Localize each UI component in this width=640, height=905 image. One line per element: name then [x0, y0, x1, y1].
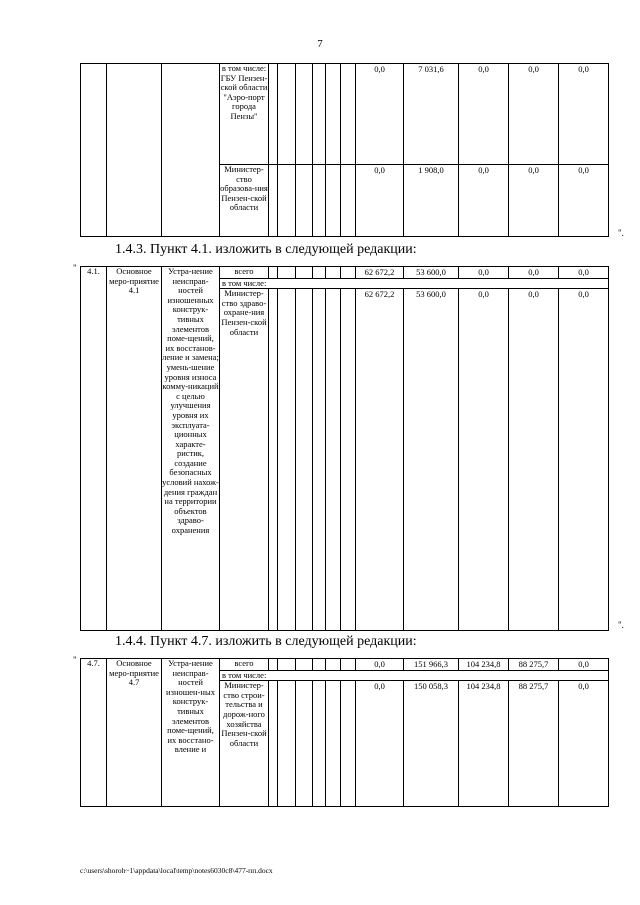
- value-cell: 53 600,0: [404, 267, 459, 279]
- value-cell: 0,0: [559, 64, 609, 165]
- value-cell: 151 966,3: [404, 659, 459, 671]
- value-cell: 62 672,2: [356, 267, 404, 279]
- top-table: [80, 63, 609, 237]
- value-cell: 150 058,3: [404, 681, 459, 807]
- row-number: 4.7.: [81, 659, 107, 807]
- executor-cell: в том числе: ГБУ Пензен-ской области "Аэро-порт города Пензы": [220, 64, 269, 165]
- executor-cell: Министер-ство строи-тельства и дорож-ного хозяйства Пензен-ской области: [220, 681, 269, 807]
- value-cell: 0,0: [356, 681, 404, 807]
- executor-cell: Министер-ство образова-ния Пензен-ской области: [220, 165, 269, 237]
- value-cell: 0,0: [509, 165, 559, 237]
- total-label: всего: [220, 267, 269, 279]
- measure-cell: Основное меро-приятие 4.7: [107, 659, 162, 807]
- description-cell: Устра-нение неисправ-ностей изношенных конструк-тивных элементов поме-щений, их восстанов-ление и замена; умень-шение уровня износа комму-никаций с целью улучшения уровня их эксплуата-ционных характе-ристик, создание безопасных условий нахож-дения граждан на территории объектов здраво-охранения: [162, 267, 220, 631]
- value-cell: 88 275,7: [509, 681, 559, 807]
- value-cell: 104 234,8: [459, 681, 509, 807]
- value-cell: 7 031,6: [404, 64, 459, 165]
- closing-quote: ".: [618, 620, 624, 630]
- section-heading: 1.4.4. Пункт 4.7. изложить в следующей редакции:: [115, 634, 417, 649]
- row-number: 4.1.: [81, 267, 107, 631]
- value-cell: 0,0: [559, 165, 609, 237]
- value-cell: 0,0: [459, 267, 509, 279]
- value-cell: 0,0: [356, 165, 404, 237]
- measure-cell: Основное меро-приятие 4.1: [107, 267, 162, 631]
- closing-quote: ".: [618, 228, 624, 238]
- section-4-1-table: [80, 266, 609, 631]
- section-heading: 1.4.3. Пункт 4.1. изложить в следующей редакции:: [115, 242, 417, 257]
- footer-file-path: c:\users\shoroh~1\appdata\local\temp\notes6030c8\477-пп.docx: [80, 866, 273, 875]
- executor-cell: Министер-ство здраво-охране-ния Пензен-ской области: [220, 289, 269, 631]
- value-cell: 0,0: [559, 267, 609, 279]
- including-label: в том числе:: [220, 278, 609, 289]
- value-cell: 53 600,0: [404, 289, 459, 631]
- page-number: 7: [317, 38, 323, 50]
- value-cell: 0,0: [356, 64, 404, 165]
- number-cell: [81, 64, 107, 237]
- measure-cell: [107, 64, 162, 237]
- value-cell: 0,0: [509, 64, 559, 165]
- section-4-7-table: [80, 658, 609, 807]
- value-cell: 0,0: [509, 289, 559, 631]
- description-cell: Устра-нение неисправ-ностей изношен-ных конструк-тивных элементов поме-щений, их восстано-вление и: [162, 659, 220, 807]
- table-row: [81, 267, 609, 279]
- value-cell: 1 908,0: [404, 165, 459, 237]
- value-cell: 62 672,2: [356, 289, 404, 631]
- opening-quote: ": [73, 263, 77, 273]
- value-cell: 0,0: [509, 267, 559, 279]
- value-cell: 0,0: [356, 659, 404, 671]
- opening-quote: ": [73, 655, 77, 665]
- description-cell: [162, 64, 220, 237]
- value-cell: 0,0: [459, 289, 509, 631]
- value-cell: 0,0: [459, 165, 509, 237]
- value-cell: 0,0: [459, 64, 509, 165]
- value-cell: 0,0: [559, 659, 609, 671]
- table-row: [81, 64, 609, 165]
- value-cell: 104 234,8: [459, 659, 509, 671]
- table-row: [81, 659, 609, 671]
- value-cell: 88 275,7: [509, 659, 559, 671]
- value-cell: 0,0: [559, 681, 609, 807]
- total-label: всего: [220, 659, 269, 671]
- value-cell: 0,0: [559, 289, 609, 631]
- including-label: в том числе:: [220, 670, 609, 681]
